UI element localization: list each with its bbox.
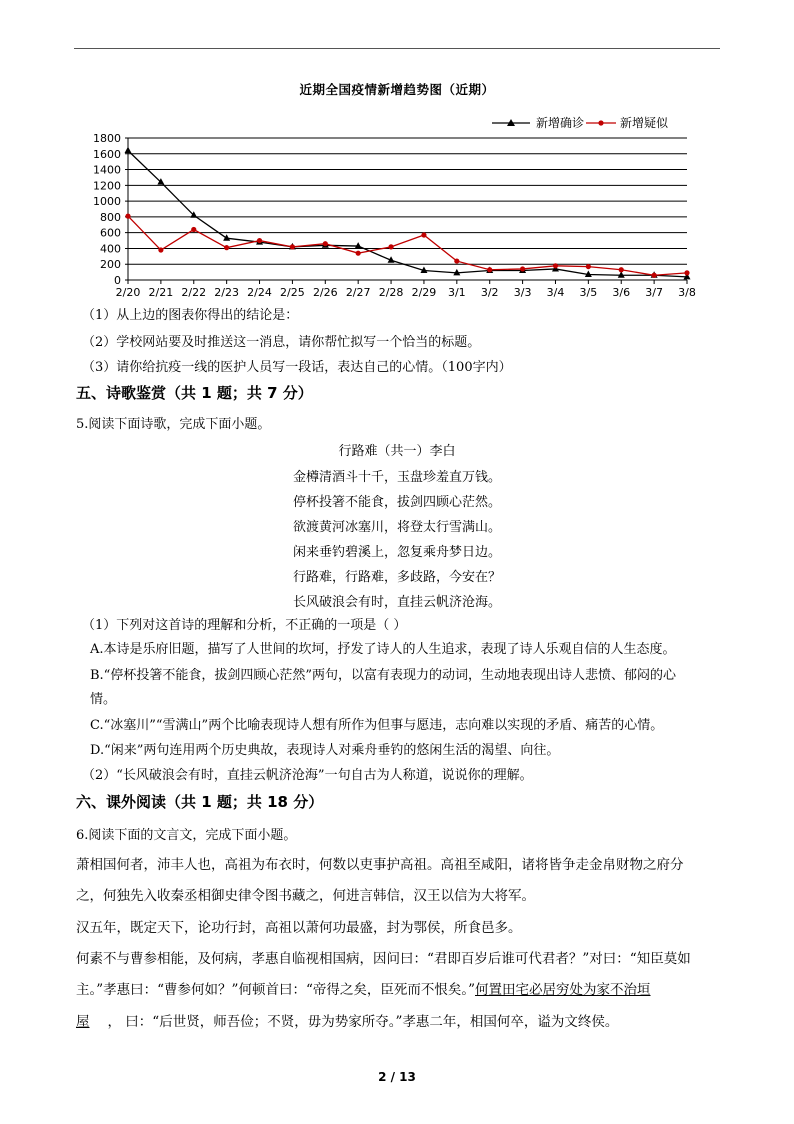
- x-tick-labels: [116, 286, 696, 299]
- x-tick-label: 2/21: [148, 286, 174, 299]
- data-point-suspected: [323, 241, 328, 246]
- x-tick-label: 2/23: [214, 286, 239, 299]
- section-6-heading: 六、课外阅读（共 1 题；共 18 分）: [76, 793, 324, 811]
- x-tick-label: 3/2: [480, 286, 499, 299]
- option-a: A.本诗是乐府旧题，描写了人世间的坎坷，抒发了诗人的人生追求，表现了诗人乐观自信的人生态度。: [90, 642, 676, 657]
- passage-text: ， 曰：“后世贤，师吾俭；不贤，毋为势家所夺。”孝惠二年，相国何卒，谥为文终侯。: [107, 1014, 619, 1030]
- data-point-suspected: [356, 251, 361, 256]
- q4-sub-question-1: （1）从上边的图表你得出的结论是：: [82, 308, 299, 323]
- passage-paragraph-3-line-2: [76, 978, 651, 998]
- option-c: C.“冰塞川”“雪满山”两个比喻表现诗人想有所作为但事与愿违，志向难以实现的矛盾、痛苦的心情。: [90, 718, 664, 733]
- x-tick-label: 3/5: [579, 286, 598, 299]
- data-point-confirmed: [355, 242, 362, 249]
- legend-confirmed-label: 新增确诊: [536, 116, 585, 130]
- data-point-suspected: [684, 270, 689, 275]
- y-tick-label: 1800: [93, 132, 121, 145]
- passage-paragraph-3-line-3: [76, 1010, 618, 1030]
- data-point-suspected: [290, 244, 295, 249]
- data-point-suspected: [125, 214, 130, 219]
- passage-paragraph-1-continued: 之，何独先入收秦丞相御史律令图书藏之，何进言韩信，汉王以信为大将军。: [76, 888, 535, 904]
- passage-paragraph-3: 何素不与曹参相能，及何病，孝惠自临视相国病，因问曰：“君即百岁后谁可代君者？”对曰：“知臣莫如: [76, 951, 691, 967]
- poem-line: 长风破浪会有时，直挂云帆济沧海。: [292, 595, 501, 610]
- q4-sub-question-3: （3）请你给抗疫一线的医护人员写一段话，表达自己的心情。（100字内）: [82, 360, 512, 375]
- q5-sub-question-2: （2）“长风破浪会有时，直挂云帆济沧海”一句自古为人称道，说说你的理解。: [82, 768, 533, 783]
- x-tick-label: 2/28: [378, 286, 404, 299]
- option-b-continued: 情。: [90, 692, 117, 707]
- y-tick-label: 800: [100, 210, 121, 224]
- trend-chart: [0, 0, 794, 310]
- y-tick-label: 200: [100, 258, 121, 272]
- q5-intro: 5.阅读下面诗歌，完成下面小题。: [76, 417, 271, 432]
- x-tick-label: 3/3: [513, 286, 532, 299]
- data-point-suspected: [191, 227, 196, 232]
- legend-suspected-marker: [598, 120, 603, 125]
- section-5-heading: 五、诗歌鉴赏（共 1 题；共 7 分）: [76, 384, 313, 402]
- x-tick-label: 3/6: [612, 286, 631, 299]
- y-tick-labels: [93, 132, 121, 287]
- x-tick-label: 2/29: [411, 286, 437, 299]
- x-tick-label: 2/20: [115, 286, 141, 299]
- x-tick-label: 3/1: [447, 286, 466, 299]
- data-point-suspected: [553, 263, 558, 268]
- data-point-suspected: [257, 238, 262, 243]
- poem-line: 欲渡黄河冰塞川，将登太行雪满山。: [292, 520, 501, 535]
- underlined-sentence: 何置田宅必居穷处为家不治垣: [475, 982, 651, 998]
- poem-line: 停杯投箸不能食，拔剑四顾心茫然。: [292, 495, 501, 510]
- poem-line: 金樽清酒斗十千，玉盘珍羞直万钱。: [292, 470, 501, 485]
- page-number: 2 / 13: [378, 1070, 416, 1084]
- data-point-suspected: [224, 245, 229, 250]
- poem-title: 行路难（共一）李白: [338, 444, 456, 459]
- data-point-suspected: [586, 264, 591, 269]
- y-tick-label: 600: [100, 226, 121, 240]
- q6-intro: 6.阅读下面的文言文，完成下面小题。: [76, 828, 297, 843]
- option-b: B.“停杯投箸不能食，拔剑四顾心茫然”两句，以富有表现力的动词，生动地表现出诗人悲愤、郁闷的心: [90, 668, 676, 683]
- chart-series: [125, 147, 691, 280]
- data-point-suspected: [487, 267, 492, 272]
- x-tick-label: 3/7: [645, 286, 663, 299]
- y-tick-label: 1200: [93, 179, 121, 193]
- q5-sub-question-1: （1）下列对这首诗的理解和分析，不正确的一项是（ ）: [82, 618, 407, 633]
- y-tick-label: 1400: [93, 163, 121, 177]
- data-point-suspected: [421, 232, 426, 237]
- series-line-1: [128, 216, 687, 275]
- option-d: D.“闲来”两句连用两个历史典故，表现诗人对乘舟垂钓的悠闲生活的渴望、向往。: [90, 743, 560, 758]
- data-point-suspected: [520, 266, 525, 271]
- y-tick-label: 400: [100, 242, 121, 256]
- data-point-suspected: [652, 273, 657, 278]
- data-point-suspected: [454, 258, 459, 263]
- x-tick-label: 2/26: [312, 286, 338, 299]
- legend-suspected-label: 新增疑似: [620, 116, 669, 130]
- data-point-confirmed: [223, 234, 230, 241]
- q4-sub-question-2: （2）学校网站要及时推送这一消息，请你帮忙拟写一个恰当的标题。: [82, 335, 481, 350]
- chart-legend: [492, 115, 669, 130]
- x-tick-label: 3/4: [546, 286, 565, 299]
- data-point-suspected: [388, 244, 393, 249]
- chart-grid: [125, 138, 687, 284]
- y-tick-label: 1600: [93, 147, 121, 161]
- x-tick-label: 2/22: [181, 286, 207, 299]
- data-point-suspected: [619, 267, 624, 272]
- y-tick-label: 0: [114, 274, 121, 287]
- x-tick-label: 3/8: [678, 286, 696, 299]
- underlined-sentence-end: 屋: [76, 1014, 90, 1030]
- poem-line: 闲来垂钓碧溪上，忽复乘舟梦日边。: [292, 545, 501, 560]
- chart-title: 近期全国疫情新增趋势图（近期）: [299, 82, 495, 97]
- x-tick-label: 2/24: [247, 286, 272, 299]
- x-tick-label: 2/27: [345, 286, 371, 299]
- passage-paragraph-1: 萧相国何者，沛丰人也，高祖为布衣时，何数以吏事护高祖。高祖至咸阳，诸将皆争走金帛财物之府分: [76, 857, 684, 873]
- y-tick-label: 1000: [93, 195, 121, 209]
- passage-paragraph-2: 汉五年，既定天下，论功行封，高祖以萧何功最盛，封为鄂侯，所食邑多。: [76, 920, 522, 936]
- data-point-suspected: [158, 247, 163, 252]
- passage-text: 主。”孝惠曰：“曹参何如？”何顿首曰：“帝得之矣，臣死而不恨矣。”: [76, 982, 476, 998]
- data-point-confirmed: [125, 147, 132, 154]
- x-tick-label: 2/25: [280, 286, 305, 299]
- poem-line: 行路难，行路难，多歧路，今安在？: [292, 570, 501, 585]
